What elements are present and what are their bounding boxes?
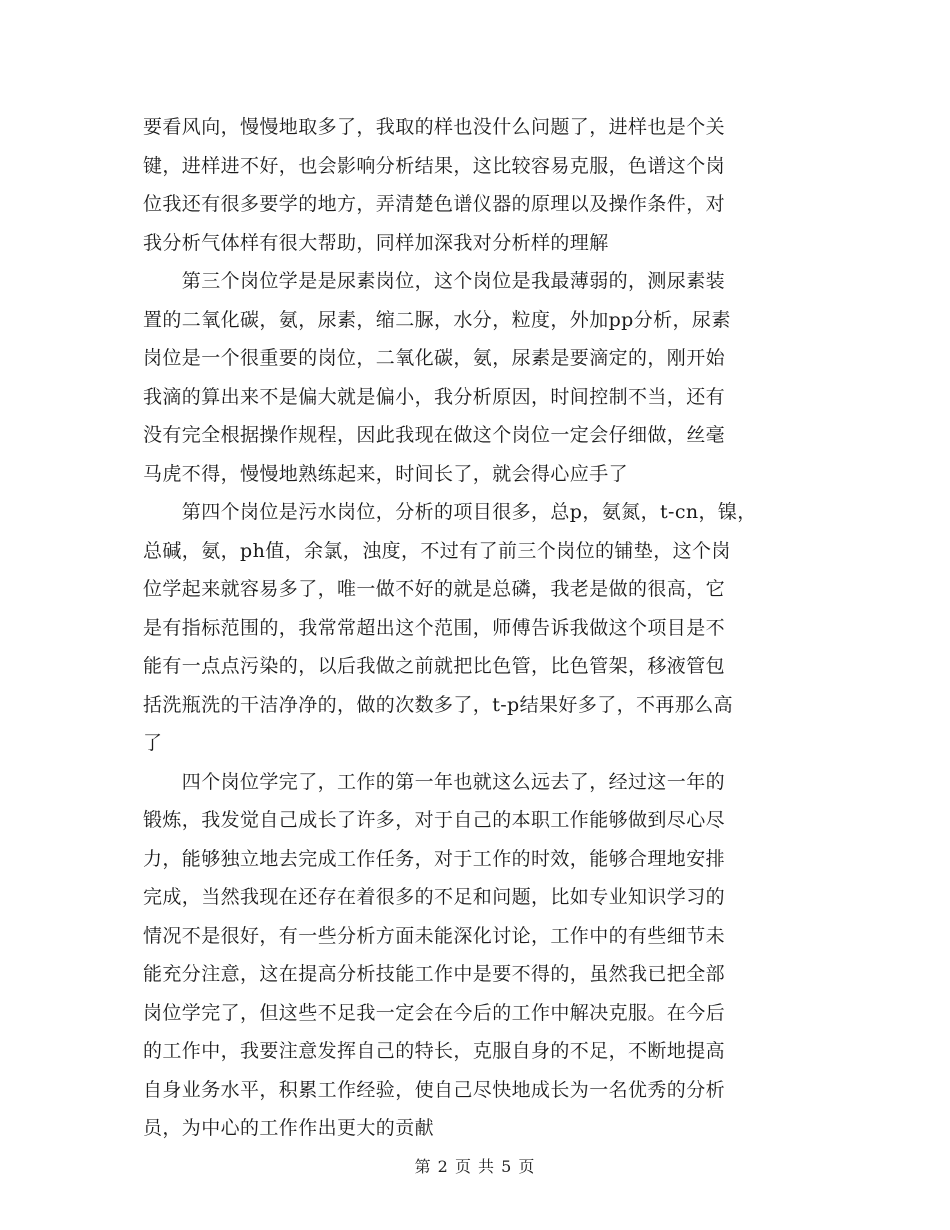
text-line: 位学起来就容易多了，唯一做不好的就是总磷，我老是做的很高，它 [143,578,726,600]
text-line: 键，进样进不好，也会影响分析结果，这比较容易克服，色谱这个岗 [143,154,726,177]
text-line: 完成，当然我现在还存在着很多的不足和问题，比如专业知识学习的 [143,886,726,908]
text-line: 没有完全根据操作规程，因此我现在做这个岗位一定会仔细做，丝毫 [143,424,726,446]
text-line: 我滴的算出来不是偏大就是偏小，我分析原因，时间控制不当，还有 [143,385,726,408]
text-line: 第三个岗位学是是尿素岗位，这个岗位是我最薄弱的，测尿素装 [143,270,726,292]
text-line: 岗位学完了，但这些不足我一定会在今后的工作中解决克服。在今后 [143,1001,726,1024]
text-line: 我分析气体样有很大帮助，同样加深我对分析样的理解 [143,231,609,254]
text-line: 能充分注意，这在提高分析技能工作中是要不得的，虽然我已把全部 [143,963,726,985]
text-line: 岗位是一个很重要的岗位，二氧化碳，氨，尿素是要滴定的，刚开始 [143,347,726,369]
text-line: 是有指标范围的，我常常超出这个范围，师傅告诉我做这个项目是不 [143,616,726,639]
text-line: 总碱，氨，ph值，余氯，浊度，不过有了前三个岗位的铺垫，这个岗 [143,539,731,562]
page-footer: 第 2 页 共 5 页 [414,1157,536,1176]
text-line: 四个岗位学完了，工作的第一年也就这么远去了，经过这一年的 [143,770,726,793]
text-line: 马虎不得，慢慢地熟练起来，时间长了，就会得心应手了 [143,462,629,485]
text-line: 置的二氧化碳，氨，尿素，缩二脲，水分，粒度，外加pp分析，尿素 [143,308,731,331]
text-line: 员，为中心的工作作出更大的贡献 [143,1117,435,1139]
text-line: 的工作中，我要注意发挥自己的特长，克服自身的不足，不断地提高 [143,1040,726,1062]
text-line: 了 [143,732,163,754]
text-line: 要看风向，慢慢地取多了，我取的样也没什么问题了，进样也是个关 [143,116,726,138]
text-line: 第四个岗位是污水岗位，分析的项目很多，总p，氨氮，t-cn，镍， [143,501,757,523]
text-line: 情况不是很好，有一些分析方面未能深化讨论，工作中的有些细节未 [143,924,726,947]
text-line: 力，能够独立地去完成工作任务，对于工作的时效，能够合理地安排 [143,847,726,870]
body-text [143,108,811,1148]
text-line: 能有一点点污染的，以后我做之前就把比色管，比色管架，移液管包 [143,655,726,677]
text-line: 自身业务水平，积累工作经验，使自己尽快地成长为一名优秀的分析 [143,1078,726,1101]
text-line: 位我还有很多要学的地方，弄清楚色谱仪器的原理以及操作条件，对 [143,193,726,215]
text-line: 括洗瓶洗的干洁净净的，做的次数多了，t-p结果好多了，不再那么高 [143,693,734,716]
text-line: 锻炼，我发觉自己成长了许多，对于自己的本职工作能够做到尽心尽 [143,809,726,831]
